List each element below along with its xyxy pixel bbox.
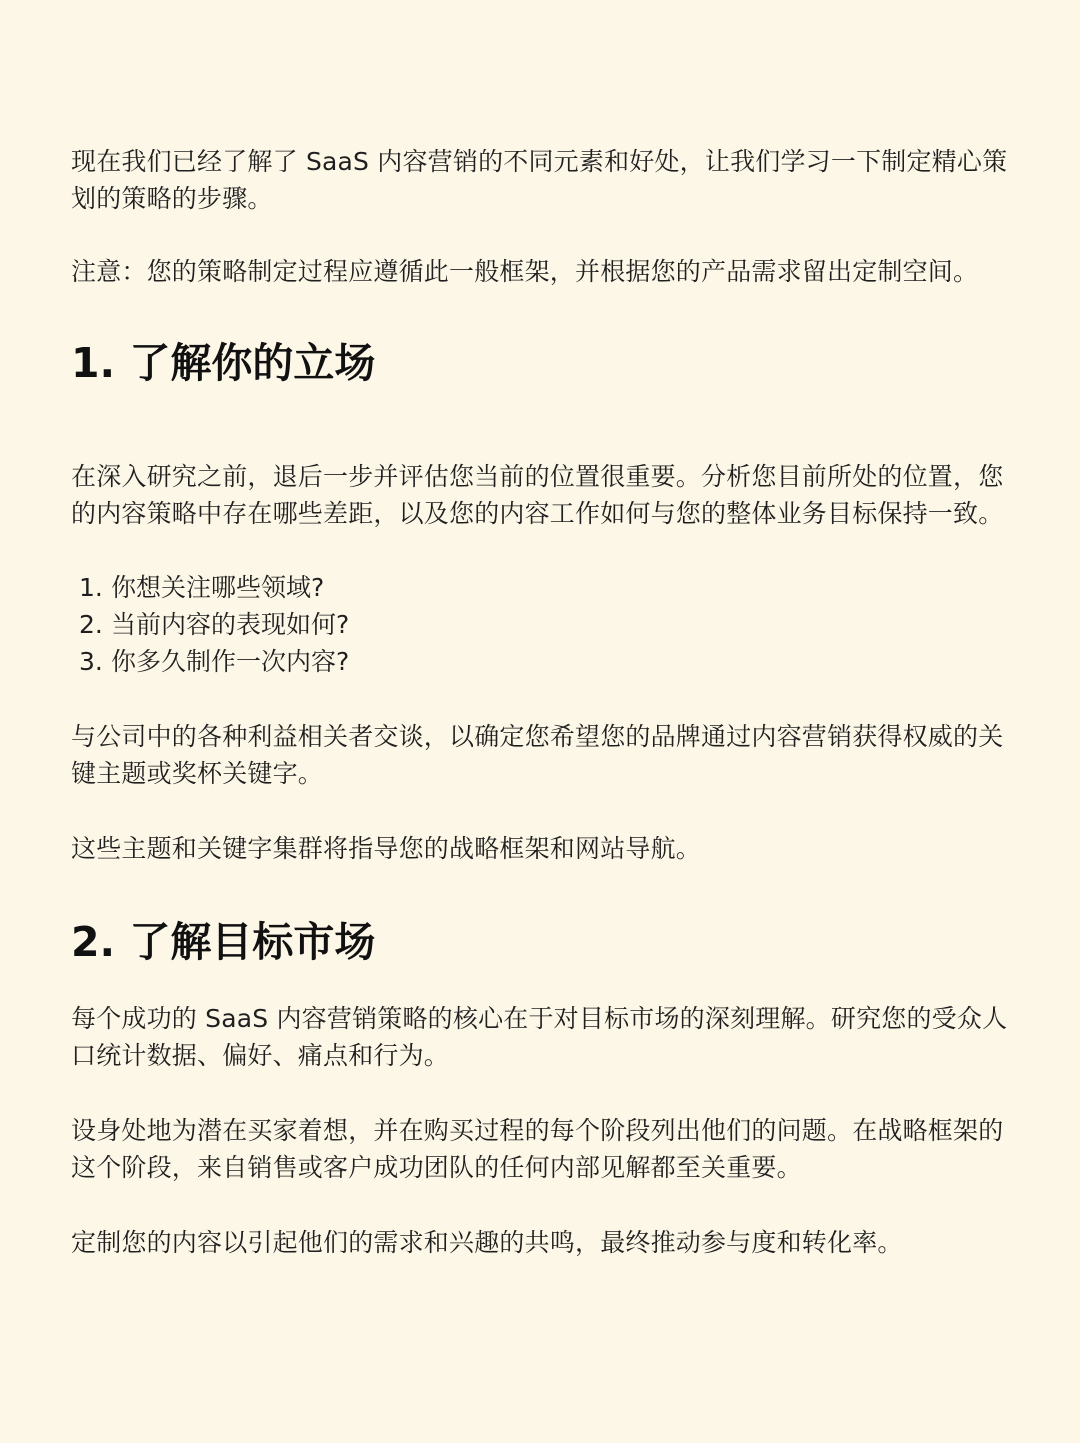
section-2-paragraph-3: 定制您的内容以引起他们的需求和兴趣的共鸣，最终推动参与度和转化率。	[71, 1228, 903, 1257]
questions-list	[71, 569, 1010, 680]
section-2-paragraph-2: 设身处地为潜在买家着想，并在购买过程的每个阶段列出他们的问题。在战略框架的这个阶段，来自销售或客户成功团队的任何内部见解都至关重要。	[71, 1116, 1004, 1182]
list-item-text: 你想关注哪些领域?	[111, 573, 325, 602]
section-1-paragraph-3: 这些主题和关键字集群将指导您的战略框架和网站导航。	[71, 834, 702, 863]
list-item	[71, 569, 1010, 606]
section-1-paragraph-1: 在深入研究之前，退后一步并评估您当前的位置很重要。分析您目前所处的位置，您的内容策略中存在哪些差距，以及您的内容工作如何与您的整体业务目标保持一致。	[71, 462, 1004, 528]
section-1-heading: 1. 了解你的立场	[71, 339, 376, 387]
intro-paragraph: 现在我们已经了解了 SaaS 内容营销的不同元素和好处，让我们学习一下制定精心策划的策略的步骤。	[71, 147, 1008, 213]
list-item-text: 你多久制作一次内容?	[111, 647, 350, 676]
list-item-number: 2.	[79, 610, 103, 639]
list-item-number: 3.	[79, 647, 103, 676]
section-1-paragraph-2: 与公司中的各种利益相关者交谈，以确定您希望您的品牌通过内容营销获得权威的关键主题或奖杯关键字。	[71, 722, 1004, 788]
list-item-number: 1.	[79, 573, 103, 602]
list-item	[71, 643, 1010, 680]
section-2-paragraph-1: 每个成功的 SaaS 内容营销策略的核心在于对目标市场的深刻理解。研究您的受众人口统计数据、偏好、痛点和行为。	[71, 1004, 1008, 1070]
section-2-heading: 2. 了解目标市场	[71, 918, 376, 966]
list-item-text: 当前内容的表现如何?	[111, 610, 350, 639]
note-paragraph: 注意：您的策略制定过程应遵循此一般框架，并根据您的产品需求留出定制空间。	[71, 257, 979, 286]
list-item	[71, 606, 1010, 643]
